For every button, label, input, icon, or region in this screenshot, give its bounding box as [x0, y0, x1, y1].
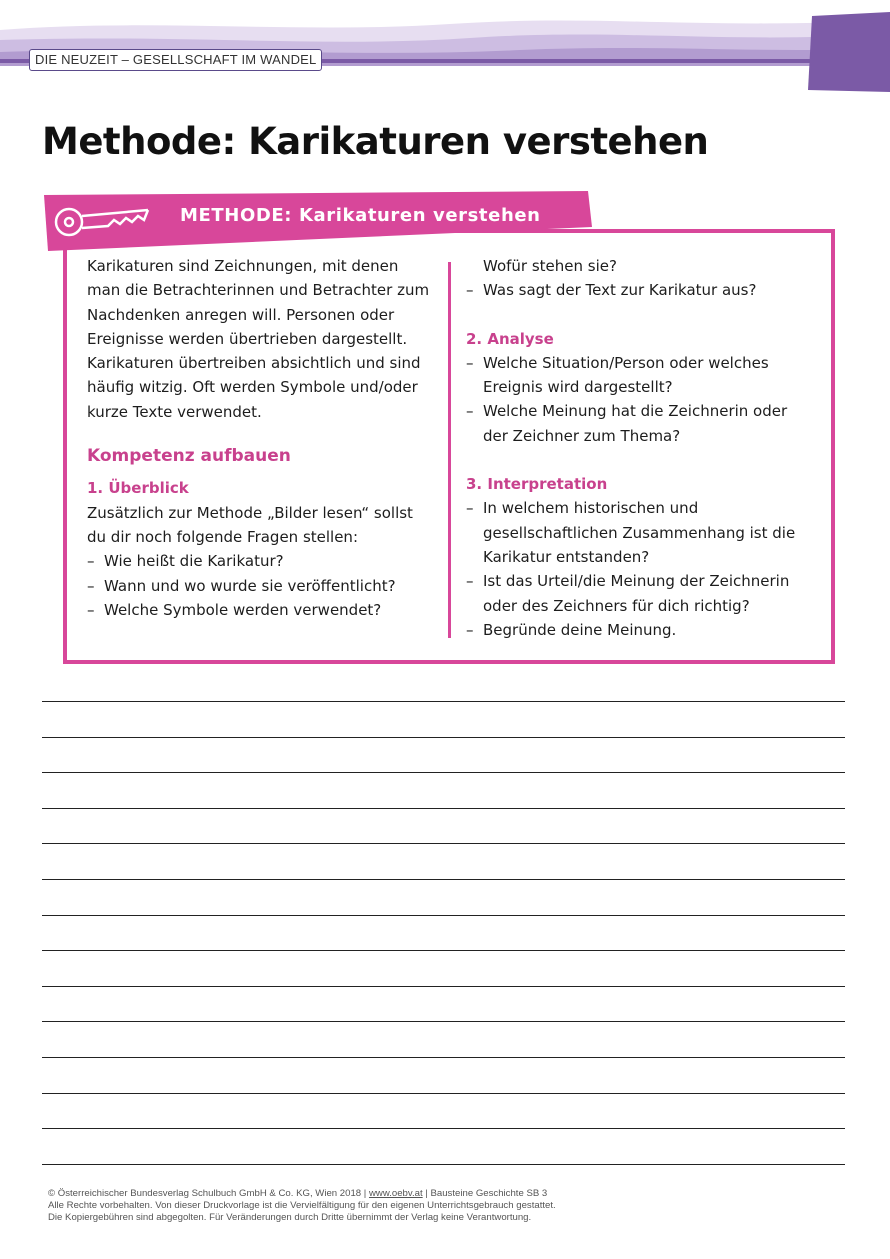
method-ribbon-title: METHODE: Karikaturen verstehen: [180, 205, 541, 226]
writing-line: [42, 915, 845, 951]
writing-line: [42, 950, 845, 986]
method-left-column: [87, 254, 432, 622]
writing-line: [42, 808, 845, 844]
footer-line-2: Alle Rechte vorbehalten. Von dieser Druckvorlage ist die Vervielfältigung für den eigenen Unterrichtsgebrauch gestattet.: [48, 1200, 556, 1211]
footer-line-3: Die Kopiergebühren sind abgegolten. Für Veränderungen durch Dritte übernimmt der Verlag keine Verantwortung.: [48, 1212, 532, 1223]
writing-line: [42, 701, 845, 737]
competence-heading: Kompetenz aufbauen: [87, 446, 291, 467]
writing-line: [42, 1128, 845, 1164]
writing-line: [42, 1093, 845, 1129]
list-item: – Was sagt der Text zur Karikatur aus?: [466, 278, 816, 302]
step1-heading: 1. Überblick: [87, 479, 189, 498]
list-item: – Welche Symbole werden verwendet?: [87, 598, 432, 622]
list-item: – Begründe deine Meinung.: [466, 618, 816, 642]
writing-lines: [42, 701, 845, 1199]
series-label: DIE NEUZEIT – GESELLSCHAFT IM WANDEL: [29, 49, 322, 71]
writing-line: [42, 1057, 845, 1093]
writing-line: [42, 986, 845, 1022]
list-item: – Ist das Urteil/die Meinung der Zeichnerin oder des Zeichners für dich richtig?: [466, 569, 816, 618]
list-item: – Welche Meinung hat die Zeichnerin oder der Zeichner zum Thema?: [466, 399, 816, 448]
list-item: – Wie heißt die Karikatur?: [87, 549, 432, 573]
step2-heading: 2. Analyse: [466, 329, 554, 348]
writing-line: [42, 879, 845, 915]
writing-line: [42, 1021, 845, 1057]
writing-line: [42, 843, 845, 879]
method-right-column: [466, 254, 816, 642]
writing-line: [42, 772, 845, 808]
list-item: – Welche Situation/Person oder welches Ereignis wird dargestellt?: [466, 351, 816, 400]
column-divider: [448, 262, 451, 638]
publisher-link[interactable]: www.oebv.at: [368, 1188, 423, 1199]
writing-line: [42, 737, 845, 773]
footer-line-1: © Österreichischer Bundesverlag Schulbuch GmbH & Co. KG, Wien 2018 | www.oebv.at | Bausteine Geschichte SB 3: [48, 1188, 548, 1199]
step3-heading: 3. Interpretation: [466, 475, 608, 494]
step1-text: Zusätzlich zur Methode „Bilder lesen“ sollst du dir noch folgende Fragen stellen:: [87, 503, 413, 546]
page-title: Methode: Karikaturen verstehen: [42, 120, 709, 163]
list-item: – In welchem historischen und gesellschaftlichen Zusammenhang ist die Karikatur entstanden?: [466, 496, 816, 569]
intro-text: Karikaturen sind Zeichnungen, mit denen man die Betrachterinnen und Betrachter zum Nachdenken anregen will. Personen oder Ereignisse werden übertrieben dargestellt. Karikaturen übertreiben absichtlich und sind häufig witzig. Oft werden Symbole und/oder kurze Texte verwendet.: [87, 257, 430, 421]
list-item-continuation: Wofür stehen sie?: [483, 257, 617, 275]
footer: [48, 1188, 556, 1224]
list-item: – Wann und wo wurde sie veröffentlicht?: [87, 574, 432, 598]
